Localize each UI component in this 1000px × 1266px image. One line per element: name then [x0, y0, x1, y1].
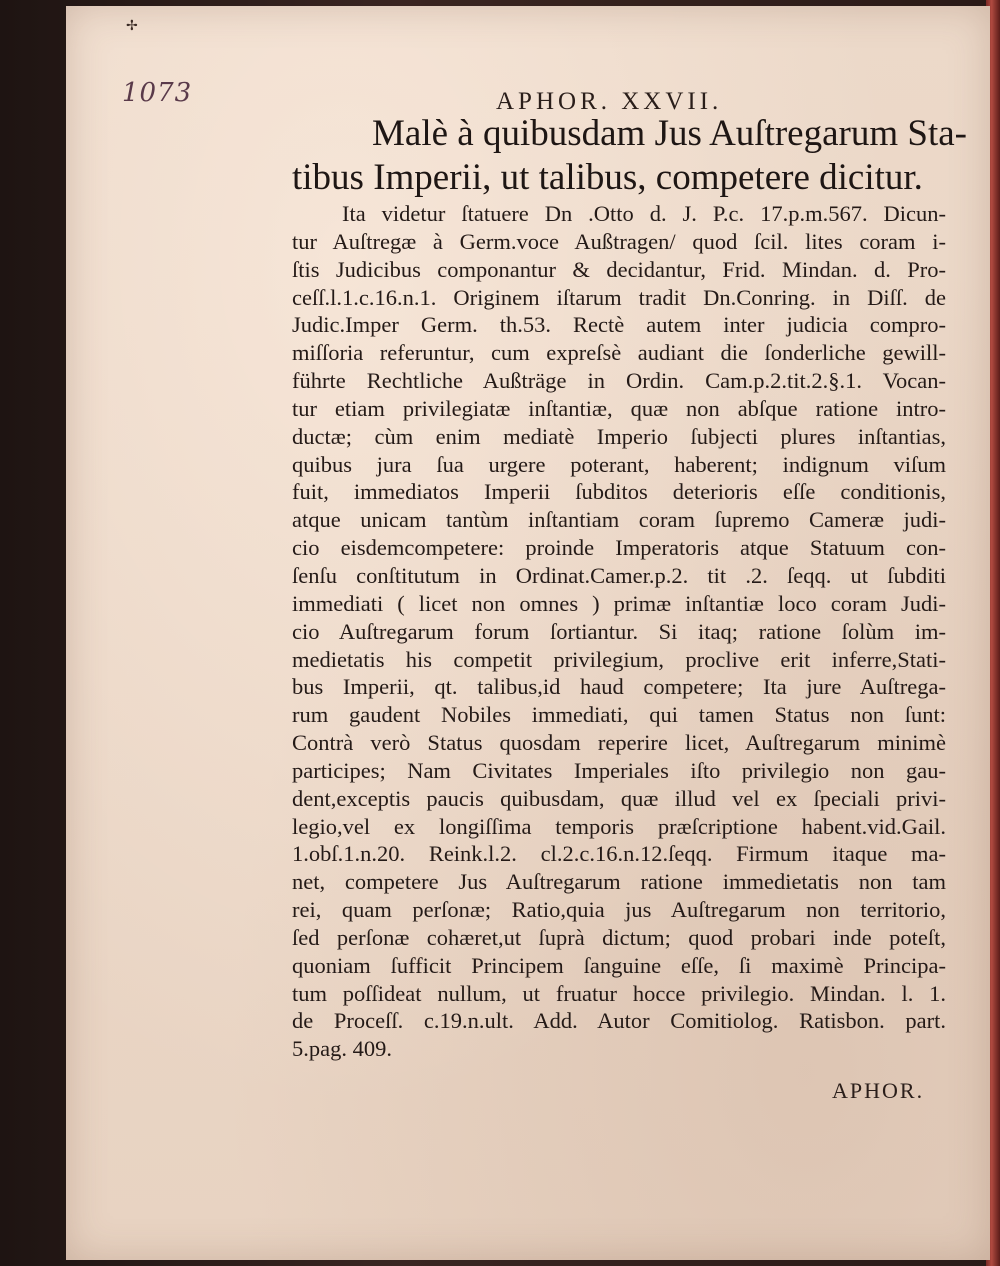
body-line: atque unicam tantùm inſtantiam coram ſupremo Cameræ judi-	[292, 507, 946, 533]
body-line: fuit, immediatos Imperii ſubditos deterioris eſſe conditionis,	[292, 479, 946, 505]
body-line: dent,exceptis paucis quibusdam, quæ illud vel ex ſpeciali privi-	[292, 785, 946, 811]
body-line: 5.pag. 409.	[292, 1036, 392, 1062]
catchword: APHOR.	[832, 1078, 925, 1103]
body-line: tum poſſideat nullum, ut fruatur hocce privilegio. Mindan. l. 1.	[292, 980, 946, 1006]
corner-mark: ✢	[126, 18, 138, 34]
body-line: participes; Nam Civitates Imperiales iſto privilegio non gau-	[292, 757, 946, 783]
body-line: cio eisdemcompetere: proinde Imperatoris atque Statuum con-	[292, 535, 946, 561]
title-line: Malè à quibusdam Jus Auſtregarum Sta-	[372, 113, 967, 154]
body-line: führte Rechtliche Außträge in Ordin. Cam.p.2.tit.2.§.1. Vocan-	[292, 368, 946, 394]
body-line: 1.obſ.1.n.20. Reink.l.2. cl.2.c.16.n.12.ſeqq. Firmum itaque ma-	[292, 841, 946, 867]
body-line: net, competere Jus Auſtregarum ratione immedietatis non tam	[292, 869, 946, 895]
body-line: legio,vel ex longiſſima temporis præſcriptione habent.vid.Gail.	[292, 813, 946, 839]
body-text	[292, 200, 946, 1063]
body-line: ductæ; cùm enim mediatè Imperio ſubjecti plures inſtantias,	[292, 423, 946, 449]
body-line: quibus jura ſua urgere poterant, haberent; indignum viſum	[292, 451, 946, 477]
folio-number: 1073	[122, 78, 193, 108]
body-line: rum gaudent Nobiles immediati, qui tamen Status non ſunt:	[292, 702, 946, 728]
body-line: quoniam ſufficit Principem ſanguine eſſe, ſi maximè Principa-	[292, 952, 946, 978]
body-line: immediati ( licet non omnes ) primæ inſtantiæ loco coram Judi-	[292, 590, 946, 616]
body-line: ſed perſonæ cohæret,ut ſuprà dictum; quod probari inde poteſt,	[292, 924, 946, 950]
body-line: ſtis Judicibus componantur & decidantur, Frid. Mindan. d. Pro-	[292, 256, 946, 282]
body-line: de Proceſſ. c.19.n.ult. Add. Autor Comitiolog. Ratisbon. part.	[292, 1008, 946, 1034]
body-line: Contrà verò Status quosdam reperire licet, Auſtregarum minimè	[292, 730, 946, 756]
body-line: tur Auſtregæ à Germ.voce Außtragen/ quod ſcil. lites coram i-	[292, 228, 946, 254]
body-line: Ita videtur ſtatuere Dn .Otto d. J. P.c. 17.p.m.567. Dicun-	[342, 201, 946, 226]
aphorism-heading: APHOR. XXVII.	[496, 88, 723, 115]
body-line: ceſſ.l.1.c.16.n.1. Originem iſtarum tradit Dn.Conring. in Diſſ. de	[292, 284, 946, 310]
title-line: tibus Imperii, ut talibus, competere dicitur.	[292, 157, 923, 198]
body-line: miſſoria referuntur, cum expreſsè audiant die ſonderliche gewill-	[292, 340, 946, 366]
body-line: cio Auſtregarum forum ſortiantur. Si itaq; ratione ſolùm im-	[292, 618, 946, 644]
body-line: tur etiam privilegiatæ inſtantiæ, quæ non abſque ratione intro-	[292, 395, 946, 421]
body-line: bus Imperii, qt. talibus,id haud competere; Ita jure Auſtrega-	[292, 674, 946, 700]
body-line: medietatis his competit privilegium, proclive erit inferre,Stati-	[292, 646, 946, 672]
body-line: rei, quam perſonæ; Ratio,quia jus Auſtregarum non territorio,	[292, 897, 946, 923]
body-line: Judic.Imper Germ. th.53. Rectè autem inter judicia compro-	[292, 312, 946, 338]
body-line: ſenſu conſtitutum in Ordinat.Camer.p.2. tit .2. ſeqq. ut ſubditi	[292, 562, 946, 588]
aphorism-title	[292, 112, 967, 200]
